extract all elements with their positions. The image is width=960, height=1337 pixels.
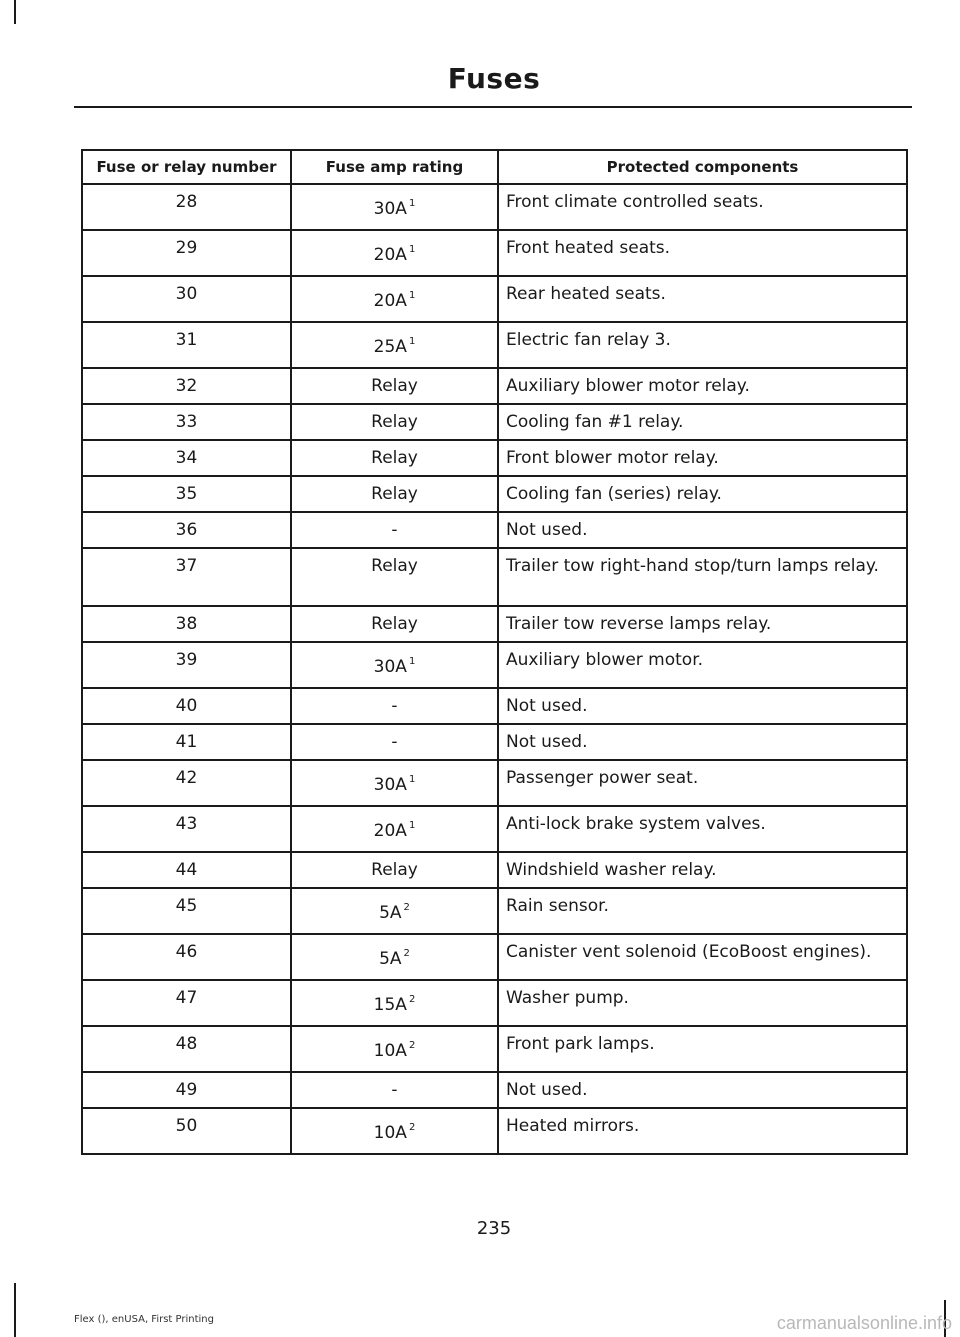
table-row: [82, 980, 907, 1026]
table-row: [82, 888, 907, 934]
protected-component: Auxiliary blower motor relay.: [498, 368, 907, 404]
fuse-rating: 10A: [373, 1123, 407, 1143]
fuse-rating: 25A: [373, 337, 407, 357]
footnote-marker: 1: [408, 820, 416, 831]
fuse-rating-cell: [291, 230, 498, 276]
fuse-rating-cell: [291, 642, 498, 688]
fuse-rating-cell: [291, 322, 498, 368]
table-row: [82, 184, 907, 230]
fuse-rating: -: [391, 520, 398, 540]
table-row: [82, 404, 907, 440]
footnote-marker: 2: [403, 948, 410, 959]
fuse-rating-cell: [291, 1108, 498, 1154]
fuse-rating: 10A: [373, 1041, 407, 1061]
fuse-rating: Relay: [371, 448, 418, 468]
fuse-rating-cell: [291, 888, 498, 934]
protected-component: Front park lamps.: [498, 1026, 907, 1072]
fuse-table: [81, 149, 908, 1155]
fuse-rating-cell: [291, 852, 498, 888]
protected-component: Electric fan relay 3.: [498, 322, 907, 368]
table-row: [82, 322, 907, 368]
protected-component: Auxiliary blower motor.: [498, 642, 907, 688]
fuse-rating: 30A: [373, 199, 407, 219]
footnote-marker: 1: [408, 774, 416, 785]
table-row: [82, 276, 907, 322]
fuse-rating: Relay: [371, 376, 418, 396]
fuse-rating-cell: [291, 1026, 498, 1072]
footnote-marker: 2: [408, 1122, 416, 1133]
table-row: [82, 476, 907, 512]
table-row: [82, 548, 907, 606]
fuse-rating-cell: [291, 368, 498, 404]
fuse-rating-cell: [291, 934, 498, 980]
fuse-rating: Relay: [371, 860, 418, 880]
protected-component: Heated mirrors.: [498, 1108, 907, 1154]
table-row: [82, 440, 907, 476]
fuse-rating: Relay: [371, 484, 418, 504]
table-row: [82, 724, 907, 760]
fuse-number: 43: [82, 806, 291, 852]
table-row: [82, 512, 907, 548]
table-header-row: [82, 150, 907, 184]
table-row: [82, 934, 907, 980]
protected-component: Cooling fan (series) relay.: [498, 476, 907, 512]
fuse-number: 50: [82, 1108, 291, 1154]
fuse-number: 45: [82, 888, 291, 934]
footnote-marker: 1: [408, 290, 416, 301]
protected-component: Cooling fan #1 relay.: [498, 404, 907, 440]
protected-component: Windshield washer relay.: [498, 852, 907, 888]
fuse-number: 35: [82, 476, 291, 512]
fuse-number: 31: [82, 322, 291, 368]
fuse-rating: Relay: [371, 412, 418, 432]
fuse-number: 28: [82, 184, 291, 230]
protected-component: Rear heated seats.: [498, 276, 907, 322]
table-row: [82, 642, 907, 688]
footnote-marker: 1: [408, 656, 416, 667]
fuse-rating-cell: [291, 276, 498, 322]
fuse-rating: 5A: [379, 903, 402, 923]
fuse-number: 39: [82, 642, 291, 688]
fuse-rating: -: [391, 1080, 398, 1100]
fuse-number: 40: [82, 688, 291, 724]
fuse-rating-cell: [291, 806, 498, 852]
fuse-rating-cell: [291, 512, 498, 548]
fuse-rating-cell: [291, 688, 498, 724]
fuse-rating: 20A: [373, 821, 407, 841]
fuse-number: 32: [82, 368, 291, 404]
column-header-components: Protected components: [498, 150, 907, 184]
fuse-rating: 20A: [373, 245, 407, 265]
fuse-rating-cell: [291, 760, 498, 806]
footnote-marker: 1: [408, 336, 416, 347]
fuse-rating-cell: [291, 980, 498, 1026]
table-row: [82, 230, 907, 276]
footnote-marker: 1: [408, 244, 416, 255]
fuse-rating-cell: [291, 606, 498, 642]
fuse-rating: 15A: [373, 995, 407, 1015]
column-header-rating: Fuse amp rating: [291, 150, 498, 184]
fuse-number: 30: [82, 276, 291, 322]
edition-footer: Flex (), enUSA, First Printing: [74, 1314, 214, 1325]
protected-component: Washer pump.: [498, 980, 907, 1026]
footnote-marker: 2: [403, 902, 410, 913]
fuse-rating: Relay: [371, 614, 418, 634]
watermark: carmanualsonline.info: [776, 1313, 952, 1333]
protected-component: Not used.: [498, 512, 907, 548]
fuse-rating: 30A: [373, 775, 407, 795]
footnote-marker: 2: [408, 994, 416, 1005]
column-header-number: Fuse or relay number: [82, 150, 291, 184]
crop-mark: [14, 1283, 16, 1337]
protected-component: Passenger power seat.: [498, 760, 907, 806]
protected-component: Anti-lock brake system valves.: [498, 806, 907, 852]
fuse-number: 46: [82, 934, 291, 980]
fuse-number: 37: [82, 548, 291, 606]
protected-component: Not used.: [498, 688, 907, 724]
fuse-rating-cell: [291, 476, 498, 512]
fuse-rating: Relay: [371, 556, 418, 576]
fuse-number: 29: [82, 230, 291, 276]
fuse-rating-cell: [291, 184, 498, 230]
table-row: [82, 1026, 907, 1072]
protected-component: Rain sensor.: [498, 888, 907, 934]
table-row: [82, 1072, 907, 1108]
fuse-rating-cell: [291, 1072, 498, 1108]
protected-component: Canister vent solenoid (EcoBoost engines).: [498, 934, 907, 980]
table-row: [82, 806, 907, 852]
protected-component: Trailer tow reverse lamps relay.: [498, 606, 907, 642]
table-row: [82, 1108, 907, 1154]
table-row: [82, 852, 907, 888]
footnote-marker: 2: [408, 1040, 416, 1051]
fuse-rating: 5A: [379, 949, 402, 969]
fuse-number: 42: [82, 760, 291, 806]
fuse-rating: -: [391, 732, 398, 752]
protected-component: Trailer tow right-hand stop/turn lamps relay.: [498, 548, 907, 606]
fuse-rating-cell: [291, 548, 498, 606]
protected-component: Front heated seats.: [498, 230, 907, 276]
fuse-number: 36: [82, 512, 291, 548]
fuse-number: 44: [82, 852, 291, 888]
fuse-number: 34: [82, 440, 291, 476]
fuse-rating-cell: [291, 440, 498, 476]
fuse-rating-cell: [291, 404, 498, 440]
fuse-number: 33: [82, 404, 291, 440]
page-title: Fuses: [447, 62, 541, 95]
footnote-marker: 1: [408, 198, 416, 209]
fuse-number: 48: [82, 1026, 291, 1072]
title-divider: [74, 106, 912, 108]
protected-component: Not used.: [498, 724, 907, 760]
protected-component: Not used.: [498, 1072, 907, 1108]
fuse-number: 38: [82, 606, 291, 642]
fuse-rating-cell: [291, 724, 498, 760]
table-row: [82, 688, 907, 724]
table-row: [82, 760, 907, 806]
protected-component: Front climate controlled seats.: [498, 184, 907, 230]
table-row: [82, 368, 907, 404]
page-number: 235: [476, 1218, 512, 1239]
fuse-rating: -: [391, 696, 398, 716]
fuse-number: 41: [82, 724, 291, 760]
fuse-number: 49: [82, 1072, 291, 1108]
fuse-rating: 20A: [373, 291, 407, 311]
crop-mark: [14, 0, 16, 24]
table-row: [82, 606, 907, 642]
fuse-number: 47: [82, 980, 291, 1026]
protected-component: Front blower motor relay.: [498, 440, 907, 476]
fuse-rating: 30A: [373, 657, 407, 677]
